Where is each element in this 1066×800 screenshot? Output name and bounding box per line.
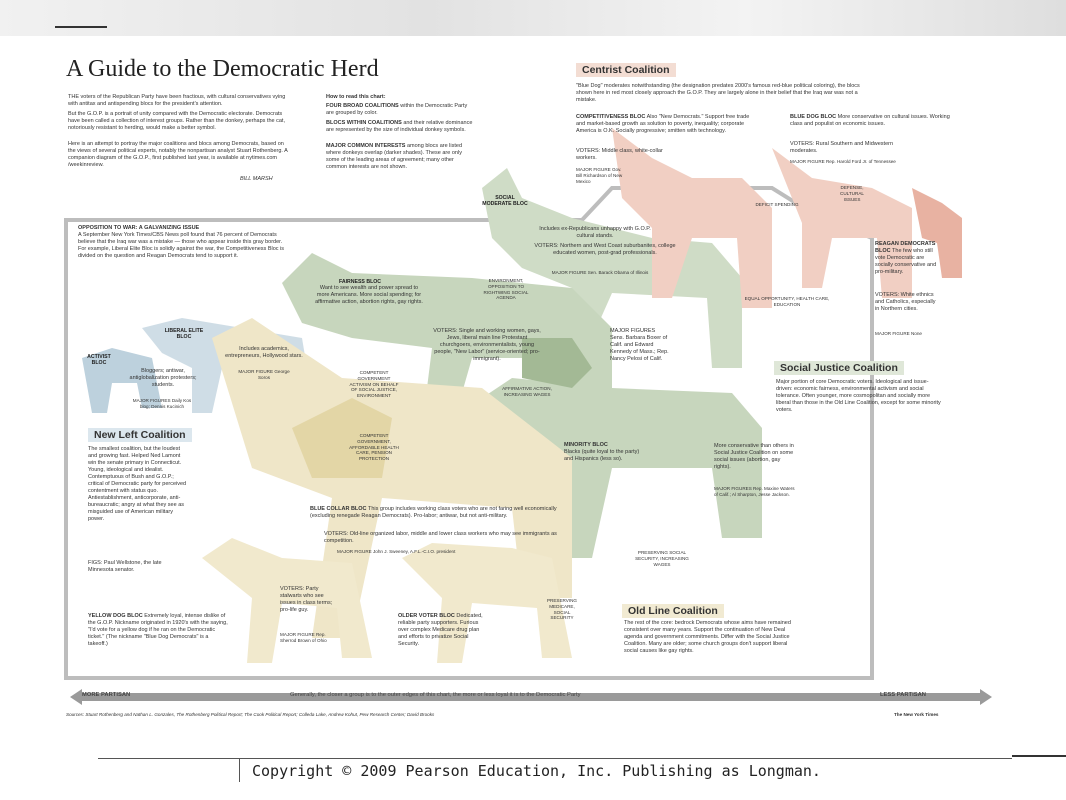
- howto-heading: How to read this chart:: [326, 94, 386, 100]
- yellow-dog-figure: MAJOR FIGURE Rep. Sherrod Brown of Ohio: [280, 632, 327, 643]
- page-title: A Guide to the Democratic Herd: [66, 56, 379, 82]
- intro-paragraph-2: But the G.O.P. is a portrait of unity compared with the Democratic electorate. Democrats have been called a collection of interest groups. Rather than the donkey, perhaps the cat, notoriously resistant to herding, would make a better symbol.: [68, 111, 285, 131]
- howto-item-3: MAJOR COMMON INTERESTS among blocs are listed where donkeys overlap (darker shades). These are only some of the leading areas of agreement; many other common interests are not shown.: [326, 143, 463, 170]
- social-moderate-bloc-label: SOCIAL MODERATE BLOC: [482, 195, 528, 207]
- social-moderate-desc: Includes ex-Republicans unhappy with G.O.P. cultural stands.: [539, 226, 651, 239]
- howto-item-2: BLOCS WITHIN COALITIONS and their relative dominance are represented by the size of individual donkey symbols.: [326, 120, 473, 133]
- footer-box: [187, 758, 240, 782]
- reagan-voters: VOTERS: White ethnics and Catholics, especially in Northern cities.: [875, 292, 936, 312]
- copyright-text: Copyright © 2009 Pearson Education, Inc. Publishing as Longman.: [252, 762, 821, 780]
- fairness-desc: Want to see wealth and power spread to more Americans. More social spending; for affirmative action, abortion rights, gay rights.: [315, 285, 423, 305]
- social-moderate-figure: MAJOR FIGURE Sen. Barack Obama of Illinois: [551, 270, 649, 275]
- competent-government-label: COMPETENT GOVERNMENT ACTIVISM ON BEHALF OF SOCIAL JUSTICE, ENVIRONMENT: [349, 370, 399, 399]
- blue-collar-bloc: BLUE COLLAR BLOC This group includes working class voters who are not faring well economically (excluding renegade Reagan Democrats). Pro-labor; antiwar, but not anti-military.: [310, 506, 557, 519]
- activist-figures: MAJOR FIGURES Daily Kos blog; Dennis Kucinich: [132, 398, 192, 409]
- howto-item-1: FOUR BROAD COALITIONS within the Democratic Party are grouped by color.: [326, 103, 468, 116]
- centrist-description: "Blue Dog" moderates notwithstanding (the designation predates 2000's famous red-blue political coloring), the blocs shown here in red most closely approach the G.O.P. They are largely alone in their belief that the Iraq war was not a mistake.: [576, 83, 860, 103]
- more-partisan-label: MORE PARTISAN: [82, 692, 131, 698]
- social-moderate-voters: VOTERS: Northern and West Coast suburbanites, college educated women, post-grad professionals.: [534, 243, 676, 256]
- fairness-bloc-label: FAIRNESS BLOC: [338, 279, 382, 285]
- new-left-header: New Left Coalition: [88, 428, 192, 442]
- top-banner: [0, 0, 1066, 36]
- liberal-elite-figure: MAJOR FIGURE George Soros: [238, 369, 290, 380]
- environment-issue-label: ENVIRONMENT, OPPOSITION TO RIGHTWING SOCIAL AGENDA: [483, 278, 529, 301]
- competent-government-label-2: COMPETENT GOVERNMENT, AFFORDABLE HEALTH CARE, PENSION PROTECTION: [349, 433, 399, 462]
- old-line-description: The rest of the core: bedrock Democrats whose aims have remained consistent over many years. Support the continuation of New Deal agenda and government commitments. Differ with the Social Justice Coalition. Many are older; some church groups don't support liberal social causes like gay rights.: [624, 620, 791, 654]
- blue-dog-bloc: BLUE DOG BLOC More conservative on cultural issues. Working class and populist on economic issues.: [790, 114, 950, 127]
- blue-collar-voters: VOTERS: Old-line organized labor, middle and lower class workers who may see immigrants as competition.: [324, 531, 557, 544]
- intro-paragraph-1: THE voters of the Republican Party have been fractious, with cultural conservatives vying with antitax and antispending blocs for the president's attention.: [68, 94, 286, 107]
- sources-line: Sources: Stuart Rothenberg and Nathan L. Gonzales, The Rothenberg Political Report; The Cook Political Report; Colleda Lake, Andrew Kohut, Pew Research Center; David Brooks: [66, 712, 435, 717]
- old-line-header: Old Line Coalition: [622, 604, 724, 618]
- competitiveness-figure: MAJOR FIGURE Gov. Bill Richardson of New Mexico: [576, 167, 623, 184]
- new-left-description: The smallest coalition, but the loudest and growing fast. Helped Ned Lamont win the senate primary in Connecticut. Young, ideological and idealist. Contemptuous of Bush and G.O.P.; critical of Democratic party for perceived contentment with status quo. Antiestablishment, anticorporate, anti-bureaucratic; angry at what they see as misguided use of American military power.: [88, 446, 187, 522]
- reagan-figure: MAJOR FIGURE None: [875, 331, 922, 336]
- activist-desc: Bloggers; antiwar, antiglobalization protesters; students.: [129, 368, 197, 388]
- yellow-dog-bloc: YELLOW DOG BLOC Extremely loyal, intense dislike of the G.O.P. Nickname originated in 1920's with the saying, "I'd vote for a yellow dog if he ran on the Democratic ticket." (The nickname "Blue Dog Democrats" is a takeoff.): [88, 613, 228, 647]
- fairness-voters: VOTERS: Single and working women, gays, Jews, liberal main line Protestant churchgoers, environmentalists, young people, "New Labor" (service-oriented; pro-immigrant).: [433, 328, 541, 362]
- liberal-elite-desc: Includes academics, entrepreneurs, Hollywood stars.: [225, 346, 303, 359]
- iraq-note: OPPOSITION TO WAR: A GALVANIZING ISSUE A September New York Times/CBS News poll found that 76 percent of Democrats believe that the Iraq war was a mistake — those who appear inside this gray border. For example, Liberal Elite Bloc is solidly against the war, the Competitiveness Bloc is divided on the question and Reagan Democrats tend to support it.: [78, 225, 285, 259]
- reagan-democrats-bloc: REAGAN DEMOCRATS BLOC The few who still vote Democratic are socially conservative and pro-military.: [875, 241, 937, 275]
- blue-dog-figure: MAJOR FIGURE Rep. Harold Ford Jr. of Tennessee: [790, 159, 896, 164]
- fairness-figures: MAJOR FIGURES Sens. Barbara Boxer of Calif. and Edward Kennedy of Mass.; Rep. Nancy Pelosi of Calif.: [610, 328, 669, 362]
- nyt-credit: The New York Times: [894, 712, 939, 717]
- yellow-dog-voters: VOTERS: Party stalwarts who see issues in class terms; pro-life guy.: [280, 586, 333, 613]
- affirmative-action-label: AFFIRMATIVE ACTION, INCREASING WAGES: [502, 386, 552, 397]
- preserving-medicare-label: PRESERVING MEDICARE, SOCIAL SECURITY: [546, 598, 578, 621]
- preserving-social-security-label: PRESERVING SOCIAL SECURITY, INCREASING WAGES: [635, 550, 689, 567]
- deficit-issue-label: DEFICIT SPENDING: [755, 202, 799, 207]
- partisan-axis-note: Generally, the closer a group is to the outer edges of this chart, the more or less loyal it is to the Democratic Party: [290, 692, 581, 698]
- centrist-header: Centrist Coalition: [576, 63, 676, 77]
- top-rule: [55, 26, 107, 28]
- liberal-elite-bloc-label: LIBERAL ELITE BLOC: [164, 328, 204, 340]
- minority-bloc: MINORITY BLOC Blacks (quite loyal to the party) and Hispanics (less so).: [564, 442, 640, 462]
- minority-more: More conservative than others in Social Justice Coalition on some social issues (abortion, gay rights).: [714, 443, 794, 470]
- competitiveness-voters: VOTERS: Middle class, white-collar workers.: [576, 148, 663, 161]
- competitiveness-bloc: COMPETITIVENESS BLOC Also "New Democrats." Support free trade and market-based growth as solution to poverty, inequality; corporate America is O.K. Socially progressive; smitten with technology.: [576, 114, 750, 134]
- intro-paragraph-3: Here is an attempt to portray the major coalitions and blocs among Democrats, based on the views of several political experts, notably the nonpartisan analyst Stuart Rothenberg. A companion diagram of the G.O.P., first published last year, is available at nytimes.com /weekinreview.: [68, 141, 288, 168]
- social-justice-description: Major portion of core Democratic voters. Ideological and issue-driven: economic fairness, environmental activism and social tolerance. Often younger, more cosmopolitan and socially more liberal than those in the Old Line Coalition, except for some minority voters.: [776, 379, 941, 413]
- right-rule: [1012, 755, 1066, 757]
- minority-figures: MAJOR FIGURES Rep. Maxine Waters of Calif.; Al Sharpton, Jesse Jackson.: [714, 486, 795, 497]
- older-voter-bloc: OLDER VOTER BLOC Dedicated, reliable party supporters. Furious over complex Medicare drug plan and efforts to privatize Social Security.: [398, 613, 483, 647]
- activist-bloc-label: ACTIVIST BLOC: [87, 354, 111, 366]
- blue-collar-figure: MAJOR FIGURE John J. Sweeney, A.F.L.-C.I.O. president: [337, 549, 456, 554]
- defense-issue-label: DEFENSE, CULTURAL ISSUES: [840, 185, 864, 202]
- less-partisan-label: LESS PARTISAN: [880, 692, 926, 698]
- equal-opportunity-label: EQUAL OPPORTUNITY, HEALTH CARE, EDUCATION: [744, 296, 830, 307]
- blue-dog-voters: VOTERS: Rural Southern and Midwestern moderates.: [790, 141, 894, 154]
- slide-image: [52, 38, 1010, 724]
- intro-byline: BILL MARSH: [240, 176, 273, 182]
- new-left-figures: FIGS: Paul Wellstone, the late Minnesota senator.: [88, 560, 162, 573]
- social-justice-header: Social Justice Coalition: [774, 361, 904, 375]
